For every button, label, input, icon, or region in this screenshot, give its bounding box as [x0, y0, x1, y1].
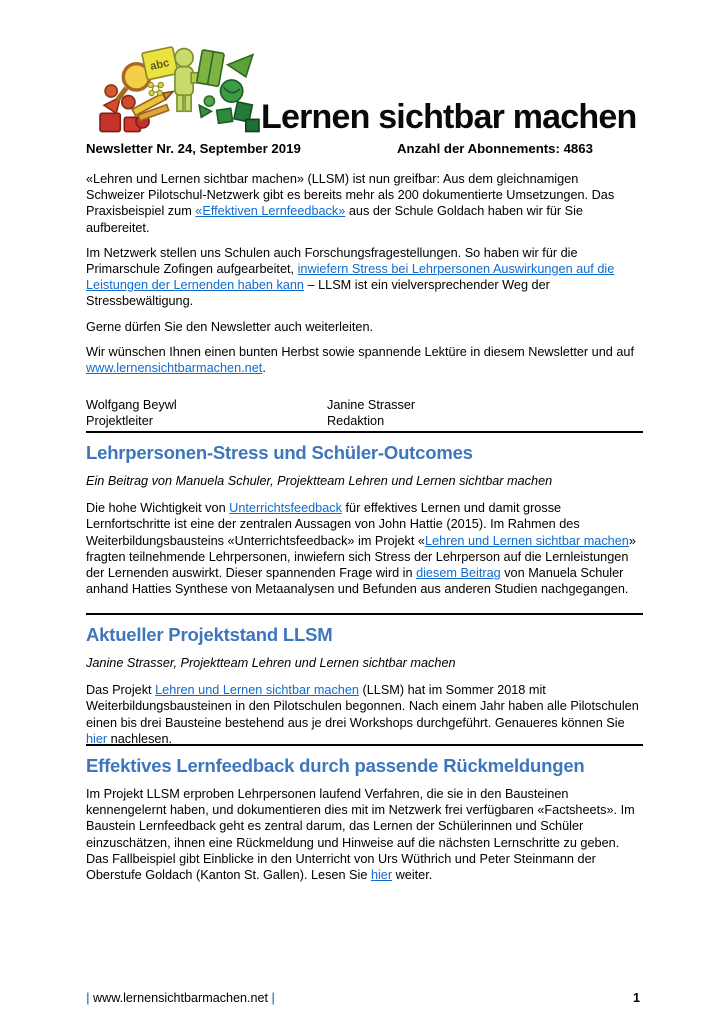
section-divider	[86, 744, 643, 746]
signature-right	[327, 397, 415, 429]
section-divider	[86, 613, 643, 615]
section-paragraph: Die hohe Wichtigkeit von Unterrichtsfeedback für effektives Lernen und damit grosse Lernfortschritte ist eine der zentralen Aussagen von John Hattie (2015). Im Rahmen des Weiterbildungsbausteins «Unterrichtsfeedback» im Projekt «Lehren und Lernen sichtbar machen» fragten teilnehmende Lehrpersonen, inwiefern sich Stress der Lehrperson auf die Lernleistungen der Lernenden auswirkt. Dieser spannenden Frage wird in diesem Beitrag von Manuela Schuler anhand Hatties Synthese von Metaanalysen und Befunden aus anderen Studien nachgegangen.	[86, 501, 636, 597]
inline-text-link[interactable]: hier	[86, 731, 108, 746]
signatory-name: Janine Strasser	[327, 398, 416, 413]
inline-text-link[interactable]: hier	[370, 868, 393, 883]
section-lehrpersonen-stress	[86, 431, 643, 606]
section-byline: Ein Beitrag von Manuela Schuler, Projektteam Lehren und Lernen sichtbar machen	[86, 474, 553, 488]
intro-paragraph-3: Gerne dürfen Sie den Newsletter auch weiterleiten.	[86, 319, 374, 334]
inline-text-link[interactable]: www.lernensichtbarmachen.net	[86, 361, 263, 376]
intro-paragraph-1: «Lehren und Lernen sichtbar machen» (LLSM) ist nun greifbar: Aus dem gleichnamigen Schweizer Pilotschul-Netzwerk gibt es bereits mehr als 200 dokumentierte Umsetzungen. Das Praxisbeispiel zum «Effektiven Lernfeedback» aus der Schule Goldach haben wir für Sie aufbereitet.	[86, 172, 615, 235]
section-heading: Effektives Lernfeedback durch passende Rückmeldungen	[86, 755, 585, 776]
section-heading: Aktueller Projektstand LLSM	[86, 624, 333, 645]
section-divider	[86, 431, 643, 433]
signatory-role: Redaktion	[327, 414, 385, 429]
svg-text:abc: abc	[149, 57, 171, 73]
signatory-role: Projektleiter	[86, 414, 153, 429]
inline-text-link[interactable]: «Effektiven Lernfeedback»	[195, 204, 346, 219]
page-number: 1	[632, 991, 640, 1005]
footer-url: www.lernensichtbarmachen.net	[93, 991, 269, 1005]
signatory-name: Wolfgang Beywl	[86, 398, 177, 413]
page-title: Lernen sichtbar machen	[261, 98, 637, 136]
inline-text-link[interactable]: diesem Beitrag	[416, 566, 501, 581]
intro-paragraph-4: Wir wünschen Ihnen einen bunten Herbst sowie spannende Lektüre in diesem Newsletter und auf www.lernensichtbarmachen.net.	[86, 344, 635, 376]
page-footer	[86, 991, 640, 1005]
footer-url-wrap	[86, 991, 275, 1005]
intro-block	[86, 171, 639, 430]
newsletter-issue-label: Newsletter Nr. 24, September 2019	[86, 141, 301, 156]
inline-text-link[interactable]: Unterrichtsfeedback	[229, 501, 342, 516]
section-projektstand	[86, 613, 643, 756]
signature-left	[86, 397, 327, 429]
section-byline: Janine Strasser, Projektteam Lehren und Lernen sichtbar machen	[86, 656, 456, 670]
inline-text-link[interactable]: Lehren und Lernen sichtbar machen	[155, 683, 359, 698]
section-paragraph: Das Projekt Lehren und Lernen sichtbar machen (LLSM) hat im Sommer 2018 mit Weiterbildungsbausteinen in den Pilotschulen begonnen. Nach einem Jahr haben alle Pilotschulen einen bis drei Bausteine bestehend aus je drei Workshops durchgeführt. Genaueres können Sie hier nachlesen.	[86, 683, 639, 746]
intro-paragraph-2: Im Netzwerk stellen uns Schulen auch Forschungsfragestellungen. So haben wir für die Primarschule Zofingen aufgearbeitet, inwiefern Stress bei Lehrpersonen Auswirkungen auf die Leistungen der Lernenden haben kann – LLSM ist ein vielversprechender Weg der Stressbewältigung.	[86, 245, 615, 309]
section-heading: Lehrpersonen-Stress und Schüler-Outcomes	[86, 442, 473, 463]
lsm-arch-logo-icon	[98, 42, 262, 136]
section-paragraph: Im Projekt LLSM erproben Lehrpersonen laufend Verfahren, die sie in den Bausteinen kennengelernt haben, und dokumentieren dies mit im Netzwerk frei verfügbaren «Factsheets». Im Baustein Lernfeedback geht es zentral darum, das Lernen der Schülerinnen und Schüler einzuschätzen, ihnen eine Rückmeldung und Hinweise auf die nächsten Lernschritte zu geben. Das Fallbeispiel gibt Einblicke in den Unterricht von Urs Wüthrich und Peter Steinmann der Oberstufe Goldach (Kanton St. Gallen). Lesen Sie hier weiter.	[86, 787, 635, 883]
signature-block	[86, 397, 639, 429]
section-lernfeedback	[86, 744, 643, 892]
inline-text-link[interactable]: Lehren und Lernen sichtbar machen	[424, 533, 629, 548]
footer-pipe: |	[271, 991, 276, 1005]
subscription-count-label: Anzahl der Abonnements: 4863	[397, 141, 593, 156]
issue-info-row	[86, 141, 643, 156]
inline-text-link[interactable]: inwiefern Stress bei Lehrpersonen Auswirkungen auf die Leistungen der Lernenden haben kann	[86, 262, 615, 293]
footer-pipe: |	[86, 991, 90, 1005]
